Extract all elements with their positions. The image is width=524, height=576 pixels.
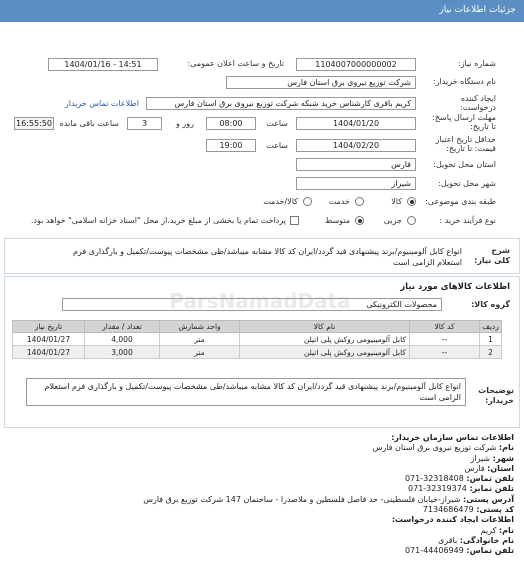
category-option-service: خدمت bbox=[328, 197, 350, 206]
goods-group-label: گروه کالا: bbox=[471, 300, 510, 309]
org-address-label: آدرس پستی: bbox=[463, 494, 514, 504]
category-radio-goods[interactable] bbox=[407, 197, 416, 206]
deadline-date-field[interactable]: 1404/01/20 bbox=[296, 117, 416, 130]
need-number-label: شماره نیاز: bbox=[458, 59, 496, 68]
table-row bbox=[13, 333, 502, 346]
process-radio-minor[interactable] bbox=[407, 216, 416, 225]
watermark-logo: ParsNamadData bbox=[169, 289, 351, 313]
remaining-label: ساعت باقی مانده bbox=[59, 119, 119, 128]
goods-unit: متر bbox=[160, 346, 240, 359]
goods-table bbox=[12, 320, 502, 359]
goods-date: 1404/01/27 bbox=[13, 346, 85, 359]
table-row bbox=[13, 346, 502, 359]
creator-family-label: نام خانوادگی: bbox=[459, 535, 514, 545]
deadline-hour-field[interactable]: 08:00 bbox=[206, 117, 256, 130]
org-fax: 071-32319374 bbox=[408, 484, 467, 494]
org-city: شیراز bbox=[470, 453, 491, 463]
contact-info bbox=[8, 433, 518, 557]
col-name: نام کالا bbox=[240, 321, 410, 333]
treasury-payment-text: پرداخت تمام یا بخشی از مبلغ خرید،از محل "اسناد خزانه اسلامی" خواهد بود. bbox=[30, 216, 286, 225]
org-address: شیراز-خیابان فلسطینی- حد فاصل فلسطین و ملاصدرا - ساختمان 147 شرکت توزیع برق فارس bbox=[143, 494, 461, 504]
col-unit: واحد شمارش bbox=[160, 321, 240, 333]
creator-phone-label: تلفن تماس: bbox=[466, 546, 514, 556]
buyer-label: نام دستگاه خریدار: bbox=[433, 77, 496, 86]
summary-label: شرح کلی نیاز: bbox=[474, 246, 510, 265]
need-number-field: 1104007000000002 bbox=[296, 58, 416, 71]
category-label: طبقه بندی موضوعی: bbox=[425, 197, 496, 206]
process-option-medium: متوسط bbox=[324, 216, 350, 225]
process-label: نوع فرآیند خرید : bbox=[439, 216, 496, 225]
city-label: شهر محل تحویل: bbox=[438, 179, 496, 188]
org-city-label: شهر: bbox=[492, 453, 514, 463]
creator-field: کریم باقری کارشناس خرید شبکه شرکت توزیع نیروی برق استان فارس bbox=[146, 97, 416, 110]
org-postal-label: کد پستی: bbox=[476, 505, 514, 515]
org-phone-label: تلفن تماس: bbox=[466, 474, 514, 484]
goods-table-header bbox=[13, 321, 502, 333]
buyer-field: شرکت توزیع نیروی برق استان فارس bbox=[226, 76, 416, 89]
goods-code: -- bbox=[410, 333, 480, 346]
province-field: فارس bbox=[296, 158, 416, 171]
goods-group-field: محصولات الکترونیکی bbox=[62, 298, 442, 311]
row-number: 1 bbox=[480, 333, 502, 346]
validity-hour-label: ساعت bbox=[266, 141, 288, 150]
col-date: تاریخ نیاز bbox=[13, 321, 85, 333]
deadline-label: مهلت ارسال پاسخ: تا تاریخ: bbox=[432, 113, 496, 131]
creator-label: ایجاد کننده درخواست: bbox=[460, 94, 496, 112]
buyer-notes-text: انواع کابل آلومینیوم/برند پیشنهادی قید گردد/ایران کد کالا مشابه میباشد/طی مشخصات پیوست/تکمیل و بارگذاری فرم استعلام الزامی است bbox=[26, 378, 466, 406]
deadline-hour-label: ساعت bbox=[266, 119, 288, 128]
buyer-notes-label: توضیحات خریدار: bbox=[478, 386, 514, 405]
creator-family: باقری bbox=[438, 535, 458, 545]
process-option-minor: جزیی bbox=[383, 216, 402, 225]
creator-name-label: نام: bbox=[498, 525, 514, 535]
col-row: ردیف bbox=[480, 321, 502, 333]
category-option-both: کالا/خدمت bbox=[263, 197, 298, 206]
city-field: شیراز bbox=[296, 177, 416, 190]
validity-date-field[interactable]: 1404/02/20 bbox=[296, 139, 416, 152]
col-code: کد کالا bbox=[410, 321, 480, 333]
org-fax-label: تلفن نمابر: bbox=[469, 484, 514, 494]
creator-contact-title: اطلاعات ایجاد کننده درخواست: bbox=[391, 515, 514, 525]
org-province: فارس bbox=[464, 463, 485, 473]
validity-hour-field[interactable]: 19:00 bbox=[206, 139, 256, 152]
org-name: شرکت توزیع نیروی برق استان فارس bbox=[372, 443, 497, 453]
announce-field: 1404/01/16 - 14:51 bbox=[48, 58, 158, 71]
goods-name: کابل آلومینیومی روکش پلی اتیلن bbox=[240, 346, 410, 359]
org-contact-title: اطلاعات تماس سازمان خریدار: bbox=[391, 433, 514, 442]
announce-label: تاریخ و ساعت اعلان عمومی: bbox=[187, 59, 284, 68]
creator-phone: 071-44406949 bbox=[404, 546, 464, 556]
col-qty: تعداد / مقدار bbox=[85, 321, 160, 333]
days-label: روز و bbox=[176, 119, 194, 128]
org-postal: 7134686479 bbox=[422, 505, 474, 515]
process-radio-medium[interactable] bbox=[355, 216, 364, 225]
category-radio-service[interactable] bbox=[355, 197, 364, 206]
treasury-payment-checkbox[interactable] bbox=[290, 216, 299, 225]
org-phone: 071-32318408 bbox=[404, 474, 464, 484]
goods-qty: 3,000 bbox=[85, 346, 160, 359]
category-radio-both[interactable] bbox=[303, 197, 312, 206]
buyer-contact-link[interactable]: اطلاعات تماس خریدار bbox=[64, 99, 139, 108]
goods-unit: متر bbox=[160, 333, 240, 346]
remaining-time: 16:55:50 bbox=[14, 117, 54, 130]
page-header bbox=[0, 0, 524, 22]
days-field: 3 bbox=[127, 117, 162, 130]
province-label: استان محل تحویل: bbox=[433, 160, 496, 169]
goods-date: 1404/01/27 bbox=[13, 333, 85, 346]
validity-label: حداقل تاریخ اعتبار قیمت: تا تاریخ: bbox=[435, 135, 496, 153]
goods-section-title: اطلاعات کالاهای مورد نیاز bbox=[400, 282, 510, 292]
summary-text: انواع کابل آلومینیوم/برند پیشنهادی قید گردد/ایران کد کالا مشابه میباشد/طی مشخصات پیوست/تکمیل و بارگذاری فرم استعلام الزامی است bbox=[46, 244, 466, 270]
row-number: 2 bbox=[480, 346, 502, 359]
goods-code: -- bbox=[410, 346, 480, 359]
page-title: جزئیات اطلاعات نیاز bbox=[439, 5, 516, 15]
org-name-label: نام: bbox=[498, 443, 514, 453]
creator-name: کریم bbox=[480, 525, 497, 535]
org-province-label: استان: bbox=[487, 463, 514, 473]
goods-name: کابل آلومینیومی روکش پلی اتیلن bbox=[240, 333, 410, 346]
category-option-goods: کالا bbox=[391, 197, 402, 206]
goods-qty: 4,000 bbox=[85, 333, 160, 346]
